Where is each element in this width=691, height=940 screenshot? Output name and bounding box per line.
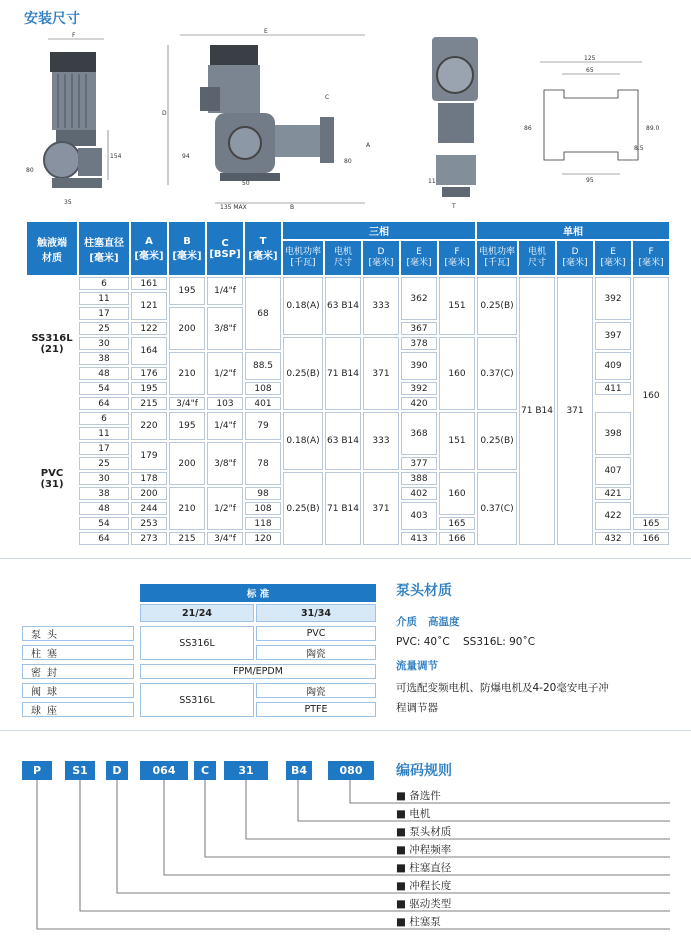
- tp_F-cell: 151: [439, 277, 475, 335]
- header-subcol: F [毫米]: [439, 241, 475, 275]
- A-cell: 200: [131, 487, 167, 500]
- flow-adjust-desc-2: 程调节器: [396, 702, 438, 714]
- dim-F-label: F: [72, 32, 76, 39]
- code-legend-item: ■ 柱塞泵: [396, 916, 441, 928]
- C-cell: 3/4"f: [169, 397, 205, 410]
- header-T: T [毫米]: [245, 222, 281, 275]
- header-subcol: E [毫米]: [401, 241, 437, 275]
- B-cell: 210: [169, 487, 205, 530]
- sp-E-cell: 409: [595, 352, 631, 380]
- tp_D-cell: 333: [363, 412, 399, 470]
- header-A: A [毫米]: [131, 222, 167, 275]
- plunger-cell: 6: [79, 277, 129, 290]
- material-cell: SS316L: [140, 683, 254, 717]
- T-cell: 120: [245, 532, 281, 545]
- dim-86-label: 86: [524, 125, 532, 132]
- code-box: B4: [286, 761, 312, 780]
- pump-head-title: 泵头材质: [396, 583, 452, 599]
- section-title: 安装尺寸: [24, 11, 80, 27]
- tp_E-cell: 403: [401, 502, 437, 530]
- plunger-cell: 54: [79, 517, 129, 530]
- sp-motor-cell: 71 B14: [519, 277, 555, 545]
- header-subcol: E [毫米]: [595, 241, 631, 275]
- tp_D-cell: 371: [363, 472, 399, 545]
- tp_power-cell: 0.25(B): [283, 337, 323, 410]
- A-cell: 164: [131, 337, 167, 365]
- dim-80b-label: 80: [344, 158, 352, 165]
- dim-50-label: 50: [242, 180, 250, 187]
- material-cell: 陶瓷: [256, 683, 376, 698]
- dim-B-label: B: [290, 204, 295, 210]
- C-cell: 3/8"f: [207, 442, 243, 485]
- A-cell: 122: [131, 322, 167, 335]
- tp_motor-cell: 63 B14: [325, 277, 361, 335]
- material-cell: SS316L: [140, 626, 254, 660]
- B-cell: 195: [169, 277, 205, 305]
- material-cell: FPM/EPDM: [140, 664, 376, 679]
- tp_F-cell: 166: [439, 532, 475, 545]
- tp_F-cell: 151: [439, 412, 475, 470]
- header-single-phase: 单相: [477, 222, 669, 239]
- dim-94-label: 94: [182, 153, 190, 160]
- dim-135-label: 135 MAX: [220, 204, 247, 210]
- plunger-cell: 64: [79, 397, 129, 410]
- end-view-drawing: [420, 25, 490, 210]
- material-cell: PTFE: [256, 702, 376, 717]
- B-cell: 210: [169, 352, 205, 395]
- sp-E-cell: 407: [595, 457, 631, 485]
- tp_E-cell: 413: [401, 532, 437, 545]
- T-cell: 103: [207, 397, 243, 410]
- plunger-cell: 17: [79, 307, 129, 320]
- code-legend-item: ■ 泵头材质: [396, 826, 452, 838]
- B-cell: 200: [169, 442, 205, 485]
- plunger-cell: 17: [79, 442, 129, 455]
- B-cell: 200: [169, 307, 205, 350]
- header-subcol: D [毫米]: [557, 241, 593, 275]
- header-subcol: D [毫米]: [363, 241, 399, 275]
- header-subcol: F [毫米]: [633, 241, 669, 275]
- dim-D-label: D: [162, 110, 167, 117]
- plunger-cell: 64: [79, 532, 129, 545]
- T-cell: 78: [245, 442, 281, 485]
- header-subcol: 电机功率 [千瓦]: [477, 241, 517, 275]
- plunger-cell: 48: [79, 367, 129, 380]
- tp_power-cell: 0.25(B): [283, 472, 323, 545]
- sp-power-cell: 0.37(C): [477, 337, 517, 410]
- code-box: P: [22, 761, 52, 780]
- dim-E-label: E: [264, 28, 268, 35]
- tp_F-cell: 160: [439, 472, 475, 515]
- A-cell: 195: [131, 382, 167, 395]
- temperatures: PVC: 40˚C SS316L: 90˚C: [396, 636, 536, 648]
- T-cell: 88.5: [245, 352, 281, 380]
- tp_motor-cell: 71 B14: [325, 472, 361, 545]
- header-subcol: 电机 尺寸: [519, 241, 555, 275]
- header-plunger: 柱塞直径 [毫米]: [79, 222, 129, 275]
- plunger-cell: 54: [79, 382, 129, 395]
- tp_motor-cell: 71 B14: [325, 337, 361, 410]
- material-col2-header: 31/34: [256, 604, 376, 622]
- sp-E-cell: 422: [595, 502, 631, 530]
- T-cell: 118: [245, 517, 281, 530]
- code-legend-item: ■ 电机: [396, 808, 431, 820]
- tp_E-cell: 388: [401, 472, 437, 485]
- sp-F-cell: 160: [633, 277, 669, 515]
- tp_E-cell: 390: [401, 352, 437, 380]
- tp_E-cell: 362: [401, 277, 437, 320]
- code-legend-item: ■ 冲程长度: [396, 880, 452, 892]
- tp_D-cell: 333: [363, 277, 399, 335]
- dim-154-label: 154: [110, 153, 122, 160]
- T-cell: 68: [245, 277, 281, 350]
- C-cell: 1/2"f: [207, 352, 243, 395]
- dim-A-label: A: [366, 142, 371, 149]
- plunger-cell: 25: [79, 322, 129, 335]
- base-plate-drawing: [522, 50, 662, 185]
- tp_E-cell: 368: [401, 412, 437, 455]
- tp_E-cell: 377: [401, 457, 437, 470]
- code-title: 编码规则: [396, 763, 452, 779]
- material-group-label: SS316L (21): [27, 277, 77, 410]
- material-row-label: 柱塞: [22, 645, 134, 660]
- A-cell: 244: [131, 502, 167, 515]
- material-cell: PVC: [256, 626, 376, 641]
- flow-adjust-desc: 可选配变频电机、防爆电机及4-20毫安电子冲: [396, 682, 609, 694]
- code-box: D: [106, 761, 128, 780]
- C-cell: 1/2"f: [207, 487, 243, 530]
- code-box: 064: [140, 761, 188, 780]
- T-cell: 108: [245, 502, 281, 515]
- C-cell: 1/4"f: [207, 412, 243, 440]
- code-box: S1: [65, 761, 95, 780]
- header-subcol: 电机 尺寸: [325, 241, 361, 275]
- plunger-cell: 11: [79, 292, 129, 305]
- sp-E-cell: 411: [595, 382, 631, 395]
- C-cell: 1/4"f: [207, 277, 243, 305]
- A-cell: 220: [131, 412, 167, 440]
- code-legend-item: ■ 备选件: [396, 790, 441, 802]
- dim-T-label: T: [452, 203, 456, 210]
- A-cell: 176: [131, 367, 167, 380]
- tp_E-cell: 378: [401, 337, 437, 350]
- tp_E-cell: 392: [401, 382, 437, 395]
- tp_F-cell: 165: [439, 517, 475, 530]
- plunger-cell: 38: [79, 352, 129, 365]
- sp-F-cell: 166: [633, 532, 669, 545]
- B-cell: 195: [169, 412, 205, 440]
- sp-E-cell: 398: [595, 412, 631, 455]
- header-material: 触液端 材质: [27, 222, 77, 275]
- T-cell: 79: [245, 412, 281, 440]
- tp_E-cell: 401: [245, 397, 281, 410]
- header-subcol: 电机功率 [千瓦]: [283, 241, 323, 275]
- plunger-cell: 38: [79, 487, 129, 500]
- plunger-cell: 30: [79, 337, 129, 350]
- material-row-label: 球座: [22, 702, 134, 717]
- A-cell: 179: [131, 442, 167, 470]
- code-box: 31: [224, 761, 268, 780]
- dim-80-label: 80: [26, 167, 34, 174]
- A-cell: 253: [131, 517, 167, 530]
- tp_E-cell: 367: [401, 322, 437, 335]
- material-cell: 陶瓷: [256, 645, 376, 660]
- A-cell: 161: [131, 277, 167, 290]
- tp_F-cell: 160: [439, 337, 475, 410]
- A-cell: 273: [131, 532, 167, 545]
- T-cell: 108: [245, 382, 281, 395]
- sp-F-cell: 165: [633, 517, 669, 530]
- side-view-drawing: [22, 30, 132, 210]
- flow-adjust-subtitle: 流量调节: [396, 660, 438, 672]
- sp-E-cell: 392: [595, 277, 631, 320]
- front-view-drawing: [160, 25, 380, 210]
- plunger-cell: 11: [79, 427, 129, 440]
- sp-E-cell: 421: [595, 487, 631, 500]
- code-legend-item: ■ 柱塞直径: [396, 862, 452, 874]
- header-three-phase: 三相: [283, 222, 475, 239]
- sp-power-cell: 0.37(C): [477, 472, 517, 545]
- sp-power-cell: 0.25(B): [477, 412, 517, 470]
- sp-D-cell: 371: [557, 277, 593, 545]
- code-box: 080: [328, 761, 374, 780]
- B-cell: 215: [131, 397, 167, 410]
- tp_motor-cell: 63 B14: [325, 412, 361, 470]
- sp-power-cell: 0.25(B): [477, 277, 517, 335]
- dim-35-label: 35: [64, 199, 72, 206]
- T-cell: 98: [245, 487, 281, 500]
- A-cell: 178: [131, 472, 167, 485]
- plunger-cell: 25: [79, 457, 129, 470]
- dim-C-label: C: [325, 94, 330, 101]
- medium-temp-subtitle: 介质 高温度: [396, 616, 460, 628]
- dim-95-label: 95: [586, 177, 594, 184]
- dim-11-label: 11: [428, 178, 436, 185]
- A-cell: 121: [131, 292, 167, 320]
- material-std-header: 标 准: [140, 584, 376, 602]
- dim-125-label: 125: [584, 55, 596, 62]
- material-row-label: 泵头: [22, 626, 134, 641]
- header-C: C [BSP]: [207, 222, 243, 275]
- plunger-cell: 6: [79, 412, 129, 425]
- header-B: B [毫米]: [169, 222, 205, 275]
- material-group-label: PVC (31): [27, 412, 77, 545]
- tp_power-cell: 0.18(A): [283, 412, 323, 470]
- C-cell: 3/4"f: [207, 532, 243, 545]
- sp-E-cell: 420: [401, 397, 437, 410]
- plunger-cell: 48: [79, 502, 129, 515]
- plunger-cell: 30: [79, 472, 129, 485]
- code-legend-item: ■ 冲程频率: [396, 844, 452, 856]
- tp_power-cell: 0.18(A): [283, 277, 323, 335]
- code-connector-lines: [0, 780, 691, 940]
- material-row-label: 阀球: [22, 683, 134, 698]
- tp_E-cell: 402: [401, 487, 437, 500]
- code-box: C: [194, 761, 216, 780]
- tp_D-cell: 371: [363, 337, 399, 410]
- dim-8-5-label: 8.5: [634, 145, 644, 152]
- sp-E-cell: 432: [595, 532, 631, 545]
- sp-E-cell: 397: [595, 322, 631, 350]
- material-col1-header: 21/24: [140, 604, 254, 622]
- code-legend-item: ■ 驱动类型: [396, 898, 452, 910]
- B-cell: 215: [169, 532, 205, 545]
- dim-65-label: 65: [586, 67, 594, 74]
- dim-89-label: 89.0: [646, 125, 660, 132]
- C-cell: 3/8"f: [207, 307, 243, 350]
- material-row-label: 密封: [22, 664, 134, 679]
